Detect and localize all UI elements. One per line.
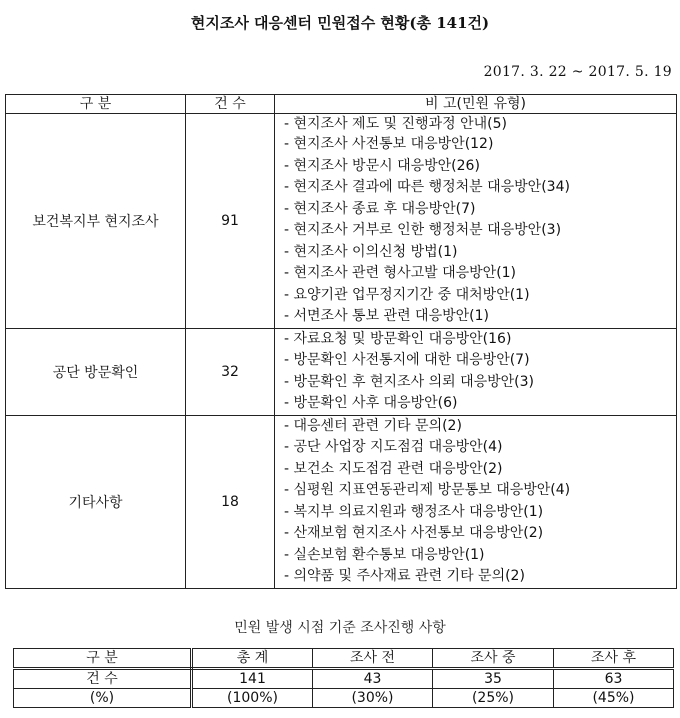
- table-row: [6, 328, 677, 415]
- list-item: - 현지조사 사전통보 대응방안(12): [284, 136, 494, 152]
- header-cell: 조사 전: [313, 649, 433, 669]
- table-cell: (%): [14, 689, 192, 708]
- list-item: - 현지조사 거부로 인한 행정처분 대응방안(3): [284, 222, 562, 238]
- date-range: 2017. 3. 22 ~ 2017. 5. 19: [483, 64, 672, 80]
- list-item: - 복지부 의료지원과 행정조사 대응방안(1): [284, 503, 544, 520]
- list-item: - 산재보험 현지조사 사전통보 대응방안(2): [284, 525, 544, 541]
- table-row: [6, 415, 677, 588]
- table-cell: (45%): [554, 689, 674, 708]
- list-item: - 현지조사 관련 형사고발 대응방안(1): [284, 265, 517, 281]
- list-item: - 현지조사 종료 후 대응방안(7): [284, 200, 476, 217]
- table-row: [14, 669, 674, 689]
- list-item: - 보건소 지도점검 관련 대응방안(2): [284, 460, 503, 477]
- row-category: 기타사항: [6, 415, 186, 588]
- list-item: - 심평원 지표연동관리제 방문통보 대응방안(4): [284, 482, 571, 498]
- row-count: 32: [186, 328, 275, 415]
- row-category: 보건복지부 현지조사: [6, 114, 186, 329]
- list-item: - 현지조사 결과에 따른 행정처분 대응방안(34): [284, 179, 570, 195]
- header-category: 구 분: [6, 95, 186, 114]
- complaint-type-table: [5, 94, 677, 589]
- list-item: - 자료요청 및 방문확인 대응방안(16): [284, 330, 512, 347]
- section-subtitle: 민원 발생 시점 기준 조사진행 사항: [234, 620, 446, 636]
- row-items: [275, 415, 677, 588]
- list-item: - 대응센터 관련 기타 문의(2): [284, 417, 462, 434]
- row-count: 18: [186, 415, 275, 588]
- header-cell: 총 계: [192, 649, 313, 669]
- list-item: - 방문확인 후 현지조사 의뢰 대응방안(3): [284, 373, 534, 390]
- row-count: 91: [186, 114, 275, 329]
- table-cell: (25%): [433, 689, 554, 708]
- list-item: - 요양기관 업무정지기간 중 대처방안(1): [284, 286, 530, 303]
- table-cell: 141: [192, 669, 313, 689]
- row-category: 공단 방문확인: [6, 328, 186, 415]
- list-item: - 의약품 및 주사재료 관련 기타 문의(2): [284, 568, 525, 584]
- table-cell: 43: [313, 669, 433, 689]
- list-item: - 현지조사 이의신청 방법(1): [284, 243, 458, 260]
- list-item: - 현지조사 방문시 대응방안(26): [284, 157, 480, 174]
- table-cell: 63: [554, 669, 674, 689]
- table-header-row: [14, 649, 674, 669]
- row-items: [275, 328, 677, 415]
- table-row: [14, 689, 674, 708]
- table-cell: 건 수: [14, 669, 192, 689]
- table-row: [6, 114, 677, 329]
- row-items: [275, 114, 677, 329]
- list-item: - 서면조사 통보 관련 대응방안(1): [284, 308, 489, 324]
- page-title: 현지조사 대응센터 민원접수 현황(총 141건): [190, 14, 490, 32]
- header-count: 건 수: [186, 95, 275, 114]
- table-cell: (30%): [313, 689, 433, 708]
- table-header-row: [6, 95, 677, 114]
- list-item: - 실손보험 환수통보 대응방안(1): [284, 546, 485, 563]
- table-cell: (100%): [192, 689, 313, 708]
- list-item: - 방문확인 사후 대응방안(6): [284, 395, 458, 411]
- table-cell: 35: [433, 669, 554, 689]
- header-cell: 구 분: [14, 649, 192, 669]
- list-item: - 공단 사업장 지도점검 대응방안(4): [284, 439, 503, 455]
- list-item: - 현지조사 제도 및 진행과정 안내(5): [284, 116, 507, 132]
- header-remarks: 비 고(민원 유형): [275, 95, 677, 114]
- header-cell: 조사 후: [554, 649, 674, 669]
- list-item: - 방문확인 사전통지에 대한 대응방안(7): [284, 352, 530, 368]
- header-cell: 조사 중: [433, 649, 554, 669]
- progress-status-table: [13, 648, 674, 708]
